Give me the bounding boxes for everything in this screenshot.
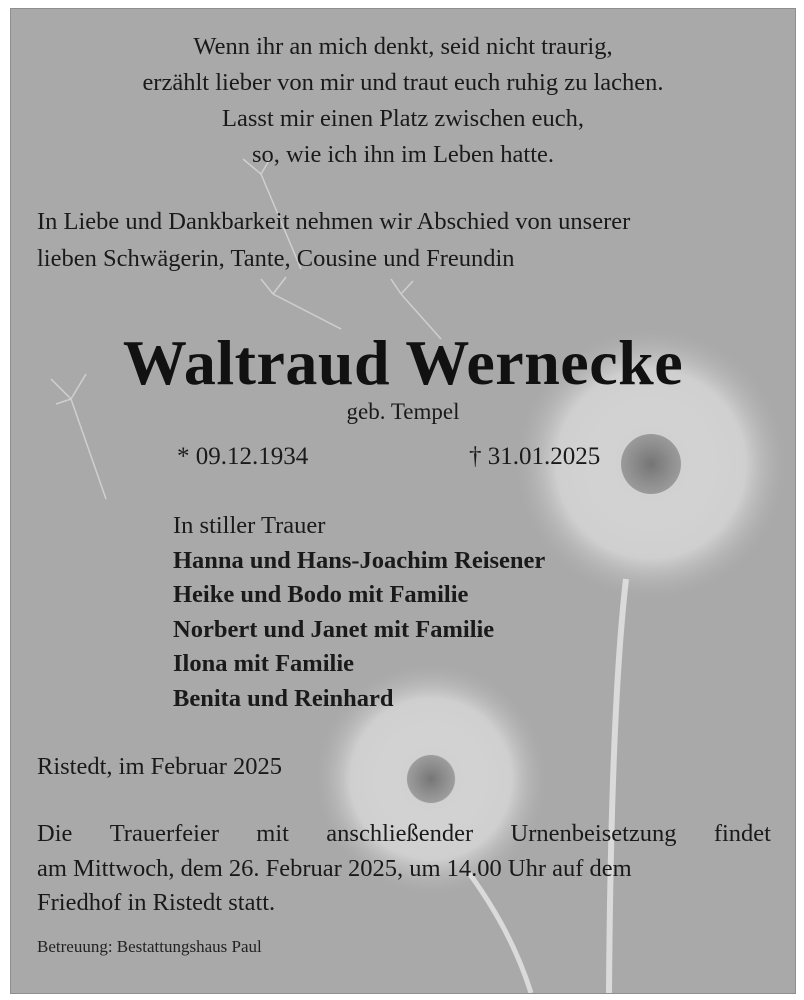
deceased-name: Waltraud Wernecke	[122, 327, 684, 398]
obituary-card	[10, 8, 796, 994]
funeral-line-justified	[37, 817, 771, 852]
intro-line: lieben Schwägerin, Tante, Cousine und Freundin	[37, 245, 515, 272]
funeral-word: mit	[256, 820, 289, 847]
mourner-family: Ilona mit Familie	[173, 650, 355, 677]
funeral-word: findet	[713, 820, 771, 847]
poem-line: Lasst mir einen Platz zwischen euch,	[222, 105, 584, 132]
intro-text	[37, 203, 767, 277]
mourner-family: Norbert und Janet mit Familie	[173, 615, 495, 643]
funeral-word: Die	[37, 820, 73, 847]
funeral-word: Trauerfeier	[109, 820, 219, 847]
poem-line: so, wie ich ihn im Leben hatte.	[251, 141, 555, 168]
mourner-family: Benita und Reinhard	[173, 684, 394, 712]
mourners-list	[173, 509, 545, 716]
mourners-heading: In stiller Trauer	[173, 512, 326, 539]
death-date: † 31.01.2025	[469, 443, 601, 470]
undertaker-credit: Betreuung: Bestattungshaus Paul	[37, 937, 262, 956]
intro-line: In Liebe und Dankbarkeit nehmen wir Abschied von unserer	[37, 208, 631, 235]
mourner-family: Hanna und Hans-Joachim Reisener	[173, 546, 546, 574]
poem-line: erzählt lieber von mir und traut euch ruhig zu lachen.	[142, 69, 664, 96]
birth-date: * 09.12.1934	[177, 443, 309, 470]
poem-line: Wenn ihr an mich denkt, seid nicht traurig,	[193, 33, 613, 60]
funeral-word: Urnenbeisetzung	[510, 820, 677, 847]
funeral-notice	[37, 817, 771, 921]
funeral-line: am Mittwoch, dem 26. Februar 2025, um 14.00 Uhr auf dem	[37, 854, 632, 882]
maiden-name: geb. Tempel	[346, 399, 460, 424]
mourner-family: Heike und Bodo mit Familie	[173, 581, 469, 608]
funeral-line: Friedhof in Ristedt statt.	[37, 889, 276, 916]
funeral-word: anschließender	[326, 820, 474, 847]
poem	[11, 29, 795, 173]
place-date: Ristedt, im Februar 2025	[37, 753, 282, 780]
